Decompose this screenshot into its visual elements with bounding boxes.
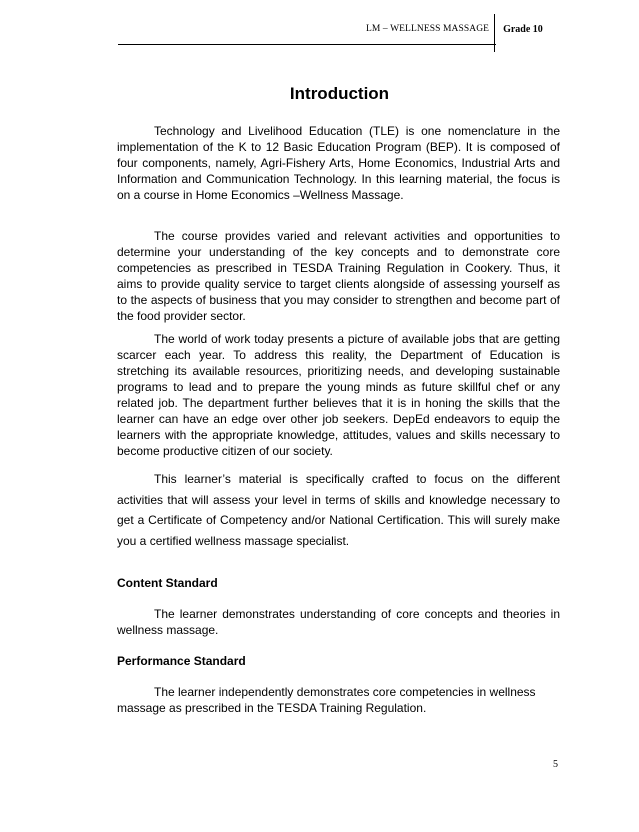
page-title: Introduction <box>289 84 390 103</box>
content-standard-heading: Content Standard <box>117 576 218 590</box>
page-number: 5 <box>553 759 558 770</box>
header-grade: Grade 10 <box>503 24 543 35</box>
performance-standard-heading: Performance Standard <box>117 654 246 668</box>
header-rule <box>118 44 496 45</box>
performance-standard-text: The learner independently demonstrates core competencies in wellness massage as prescribed in the TESDA Training Regulation. <box>117 685 536 715</box>
content-standard-text: The learner demonstrates understanding of core concepts and theories in wellness massage. <box>117 607 560 637</box>
intro-paragraph-3: The world of work today presents a picture of available jobs that are getting scarcer each year. To address this reality, the Department of Education is stretching its available resources, prioritizing needs, and developing sustainable programs to lead and to prepare the young minds as future skillful chef or any related job. The department further believes that it is in honing the skills that the learner can have an edge over other job seekers. DepEd endeavors to equip the learners with the appropriate knowledge, attitudes, values and skills necessary to become productive citizen of our society. <box>117 332 560 458</box>
intro-paragraph-1: Technology and Livelihood Education (TLE) is one nomenclature in the implementation of the K to 12 Basic Education Program (BEP). It is composed of four components, namely, Agri-Fishery Arts, Home Economics, Industrial Arts and Information and Communication Technology. In this learning material, the focus is on a course in Home Economics –Wellness Massage. <box>117 124 560 202</box>
running-header <box>366 14 543 52</box>
intro-paragraph-4: This learner’s material is specifically crafted to focus on the different activities that will assess your level in terms of skills and knowledge necessary to get a Certificate of Competency and/or National Certification. This will surely make you a certified wellness massage specialist. <box>117 472 560 548</box>
header-title: LM – WELLNESS MASSAGE <box>366 24 490 34</box>
intro-paragraph-2: The course provides varied and relevant activities and opportunities to determine your understanding of the key concepts and to demonstrate core competencies as prescribed in TESDA Training Regulation in Cookery. Thus, it aims to provide quality service to target clients alongside of assessing yourself as to the aspects of business that you may consider to strengthen and become part of the food provider sector. <box>117 229 560 323</box>
